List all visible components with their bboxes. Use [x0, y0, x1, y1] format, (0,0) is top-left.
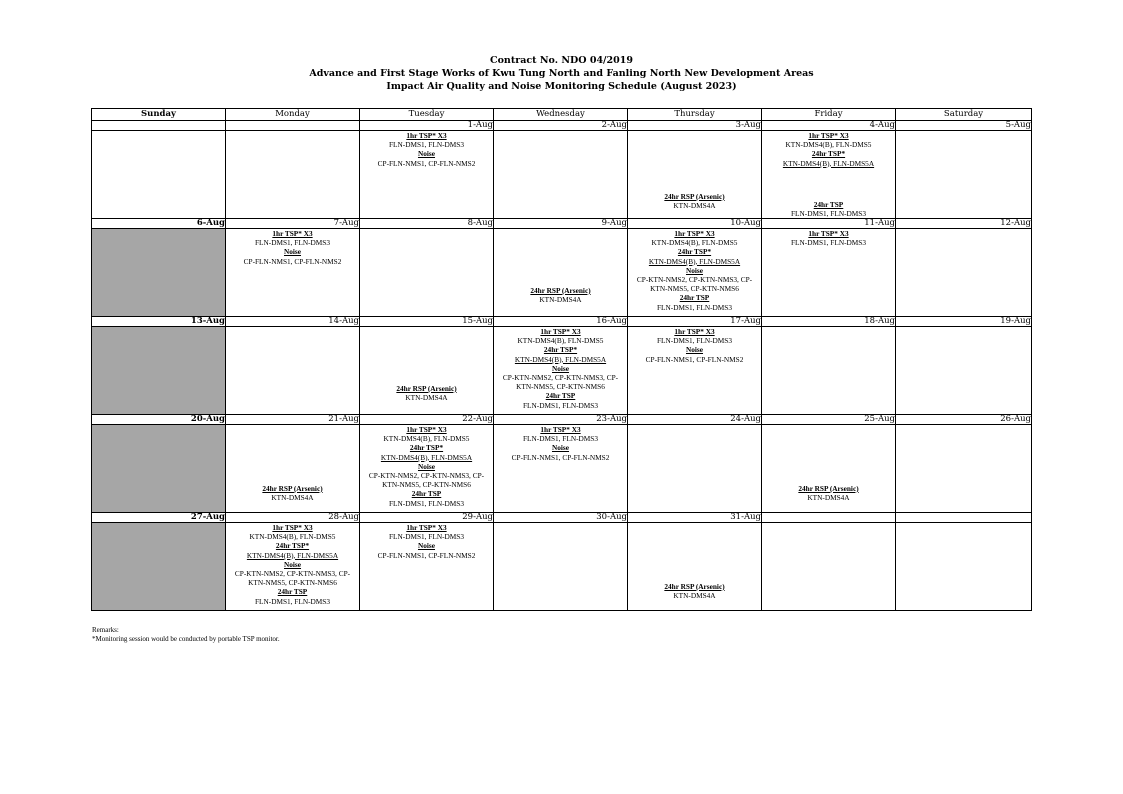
date-row: [92, 317, 1032, 327]
event-block: [360, 425, 493, 508]
noise-label: Noise: [417, 541, 436, 551]
event-block: [762, 484, 895, 502]
station-list: FLN-DMS1, FLN-DMS3: [388, 140, 464, 150]
station-list: KTN-DMS4A: [673, 200, 716, 210]
day-cell: [226, 327, 360, 415]
day-cell-shaded: [92, 327, 226, 415]
day-header-row: [92, 109, 1032, 121]
station-list: KTN-DMS4(B), FLN-DMS5: [249, 532, 336, 542]
noise-label: Noise: [417, 149, 436, 159]
day-header-saturday: Saturday: [896, 109, 1032, 121]
rsp-label: 24hr RSP (Arsenic): [530, 285, 591, 295]
date-cell: 26-Aug: [896, 415, 1032, 425]
monitoring-calendar: [91, 108, 1032, 611]
schedule-title: Impact Air Quality and Noise Monitoring Schedule (August 2023): [386, 81, 737, 92]
date-cell: 16-Aug: [494, 317, 628, 327]
date-cell: 22-Aug: [360, 415, 494, 425]
day-cell: [762, 229, 896, 317]
noise-label: Noise: [685, 265, 704, 275]
tsp-24hr-label: 24hr TSP: [679, 293, 710, 303]
day-cell: [226, 425, 360, 513]
day-cell-shaded: [92, 229, 226, 317]
noise-label: Noise: [283, 247, 302, 257]
station-list: FLN-DMS1, FLN-DMS3: [790, 238, 866, 248]
station-list: CP-KTN-NMS2, CP-KTN-NMS3, CP-: [234, 569, 351, 579]
day-header-friday: Friday: [762, 109, 896, 121]
date-cell: 6-Aug: [92, 219, 226, 229]
tsp-1hr-label: 1hr TSP* X3: [808, 131, 849, 140]
day-header-thursday: Thursday: [628, 109, 762, 121]
station-list: FLN-DMS1, FLN-DMS3: [656, 336, 732, 346]
station-list: KTN-DMS4A: [271, 492, 314, 502]
station-list: KTN-DMS4(B), FLN-DMS5A: [514, 354, 607, 364]
day-cell: [896, 425, 1032, 513]
noise-label: Noise: [551, 363, 570, 373]
station-list: KTN-DMS4A: [807, 492, 850, 502]
tsp-1hr-label: 1hr TSP* X3: [808, 229, 849, 238]
event-block: [628, 192, 761, 210]
station-list: KTN-DMS4(B), FLN-DMS5: [785, 140, 872, 150]
day-cell: [628, 425, 762, 513]
station-list: FLN-DMS1, FLN-DMS3: [388, 532, 464, 542]
noise-label: Noise: [685, 345, 704, 355]
tsp-24hr-label: 24hr TSP: [411, 489, 442, 499]
project-title: Advance and First Stage Works of Kwu Tung North and Fanling North New Development Areas: [309, 68, 814, 79]
station-list: KTN-DMS4A: [405, 392, 448, 402]
date-cell: 9-Aug: [494, 219, 628, 229]
noise-label: Noise: [551, 443, 570, 453]
day-cell: [92, 131, 226, 219]
day-cell: [360, 425, 494, 513]
station-list: KTN-NMS5, CP-KTN-NMS6: [382, 480, 471, 490]
station-list: FLN-DMS1, FLN-DMS3: [522, 434, 598, 444]
date-cell: [896, 513, 1032, 523]
day-header-monday: Monday: [226, 109, 360, 121]
day-cell: [360, 131, 494, 219]
rsp-label: 24hr RSP (Arsenic): [664, 191, 725, 201]
tsp-1hr-label: 1hr TSP* X3: [272, 523, 313, 532]
event-block: [762, 200, 895, 218]
date-cell: 29-Aug: [360, 513, 494, 523]
day-cell: [360, 523, 494, 611]
day-cell-shaded: [92, 523, 226, 611]
date-cell: [92, 121, 226, 131]
tsp-1hr-label: 1hr TSP* X3: [674, 327, 715, 336]
remarks: [92, 626, 280, 644]
date-cell: 14-Aug: [226, 317, 360, 327]
station-list: FLN-DMS1, FLN-DMS3: [656, 302, 732, 312]
station-list: CP-KTN-NMS2, CP-KTN-NMS3, CP-: [368, 471, 485, 481]
day-cell: [226, 131, 360, 219]
day-header-sunday: Sunday: [92, 109, 226, 121]
day-cell: [360, 327, 494, 415]
day-cell: [628, 131, 762, 219]
date-cell: 15-Aug: [360, 317, 494, 327]
event-row: [92, 425, 1032, 513]
tsp-24hr-label: 24hr TSP: [545, 391, 576, 401]
date-cell: 3-Aug: [628, 121, 762, 131]
event-row: [92, 131, 1032, 219]
date-cell: 25-Aug: [762, 415, 896, 425]
noise-label: Noise: [283, 559, 302, 569]
tsp-1hr-label: 1hr TSP* X3: [674, 229, 715, 238]
tsp-1hr-label: 1hr TSP* X3: [406, 131, 447, 140]
date-cell: 23-Aug: [494, 415, 628, 425]
tsp-1hr-label: 1hr TSP* X3: [406, 523, 447, 532]
event-block: [226, 484, 359, 502]
station-list: CP-FLN-NMS1, CP-FLN-NMS2: [377, 158, 476, 168]
schedule-header: [0, 54, 1123, 93]
day-cell: [896, 523, 1032, 611]
date-cell: [762, 513, 896, 523]
event-block: [226, 523, 359, 606]
station-list: CP-FLN-NMS1, CP-FLN-NMS2: [243, 256, 342, 266]
day-cell: [762, 131, 896, 219]
event-block: [762, 229, 895, 247]
date-cell: 2-Aug: [494, 121, 628, 131]
station-list: KTN-DMS4(B), FLN-DMS5: [651, 238, 738, 248]
day-cell: [494, 131, 628, 219]
station-list: FLN-DMS1, FLN-DMS3: [254, 238, 330, 248]
tsp-24hr-label: 24hr TSP*: [543, 345, 578, 355]
tsp-1hr-label: 1hr TSP* X3: [540, 425, 581, 434]
tsp-24hr-label: 24hr TSP*: [409, 443, 444, 453]
station-list: CP-KTN-NMS2, CP-KTN-NMS3, CP-: [502, 373, 619, 383]
event-block: [360, 384, 493, 402]
day-header-wednesday: Wednesday: [494, 109, 628, 121]
date-cell: 27-Aug: [92, 513, 226, 523]
day-cell: [494, 327, 628, 415]
station-list: KTN-DMS4(B), FLN-DMS5A: [782, 158, 875, 168]
event-block: [628, 229, 761, 312]
station-list: FLN-DMS1, FLN-DMS3: [790, 208, 866, 218]
tsp-1hr-label: 1hr TSP* X3: [272, 229, 313, 238]
day-cell: [628, 229, 762, 317]
date-row: [92, 219, 1032, 229]
day-cell: [360, 229, 494, 317]
station-list: KTN-NMS5, CP-KTN-NMS6: [650, 284, 739, 294]
station-list: KTN-DMS4(B), FLN-DMS5A: [380, 452, 473, 462]
date-cell: 12-Aug: [896, 219, 1032, 229]
event-row: [92, 523, 1032, 611]
day-cell: [226, 523, 360, 611]
event-block: [628, 327, 761, 364]
tsp-1hr-label: 1hr TSP* X3: [406, 425, 447, 434]
day-cell: [762, 327, 896, 415]
event-block: [762, 131, 895, 168]
date-row: [92, 513, 1032, 523]
tsp-1hr-label: 1hr TSP* X3: [540, 327, 581, 336]
date-cell: 17-Aug: [628, 317, 762, 327]
event-block: [628, 582, 761, 600]
date-cell: 5-Aug: [896, 121, 1032, 131]
event-block: [494, 425, 627, 462]
date-cell: 30-Aug: [494, 513, 628, 523]
date-cell: 4-Aug: [762, 121, 896, 131]
day-cell: [494, 523, 628, 611]
station-list: FLN-DMS1, FLN-DMS3: [522, 400, 598, 410]
station-list: KTN-DMS4(B), FLN-DMS5A: [648, 256, 741, 266]
day-cell: [762, 425, 896, 513]
station-list: KTN-DMS4(B), FLN-DMS5: [517, 336, 604, 346]
contract-number: Contract No. NDO 04/2019: [490, 55, 633, 66]
tsp-24hr-label: 24hr TSP: [813, 199, 844, 209]
date-cell: 1-Aug: [360, 121, 494, 131]
station-list: KTN-NMS5, CP-KTN-NMS6: [248, 578, 337, 588]
station-list: CP-FLN-NMS1, CP-FLN-NMS2: [377, 550, 476, 560]
date-row: [92, 415, 1032, 425]
station-list: KTN-DMS4(B), FLN-DMS5A: [246, 550, 339, 560]
day-cell: [896, 327, 1032, 415]
day-cell-shaded: [92, 425, 226, 513]
day-cell: [896, 229, 1032, 317]
remarks-note: *Monitoring session would be conducted by portable TSP monitor.: [92, 635, 280, 643]
day-cell: [494, 425, 628, 513]
station-list: FLN-DMS1, FLN-DMS3: [254, 596, 330, 606]
event-block: [226, 229, 359, 266]
tsp-24hr-label: 24hr TSP*: [677, 247, 712, 257]
day-cell: [226, 229, 360, 317]
date-cell: 31-Aug: [628, 513, 762, 523]
day-cell: [628, 523, 762, 611]
event-row: [92, 229, 1032, 317]
noise-label: Noise: [417, 461, 436, 471]
station-list: CP-FLN-NMS1, CP-FLN-NMS2: [645, 354, 744, 364]
event-row: [92, 327, 1032, 415]
date-cell: 21-Aug: [226, 415, 360, 425]
date-cell: 19-Aug: [896, 317, 1032, 327]
date-cell: 11-Aug: [762, 219, 896, 229]
date-cell: 24-Aug: [628, 415, 762, 425]
remarks-title: Remarks:: [92, 626, 119, 634]
station-list: KTN-DMS4(B), FLN-DMS5: [383, 434, 470, 444]
date-cell: 20-Aug: [92, 415, 226, 425]
station-list: KTN-DMS4A: [673, 590, 716, 600]
date-row: [92, 121, 1032, 131]
date-cell: 13-Aug: [92, 317, 226, 327]
tsp-24hr-label: 24hr TSP: [277, 587, 308, 597]
date-cell: [226, 121, 360, 131]
event-block: [494, 327, 627, 410]
station-list: KTN-NMS5, CP-KTN-NMS6: [516, 382, 605, 392]
day-cell: [494, 229, 628, 317]
day-cell: [628, 327, 762, 415]
tsp-24hr-label: 24hr TSP*: [811, 149, 846, 159]
date-cell: 18-Aug: [762, 317, 896, 327]
station-list: KTN-DMS4A: [539, 294, 582, 304]
rsp-label: 24hr RSP (Arsenic): [664, 581, 725, 591]
day-header-tuesday: Tuesday: [360, 109, 494, 121]
station-list: CP-KTN-NMS2, CP-KTN-NMS3, CP-: [636, 275, 753, 285]
date-cell: 7-Aug: [226, 219, 360, 229]
station-list: FLN-DMS1, FLN-DMS3: [388, 498, 464, 508]
station-list: CP-FLN-NMS1, CP-FLN-NMS2: [511, 452, 610, 462]
date-cell: 8-Aug: [360, 219, 494, 229]
event-block: [360, 523, 493, 560]
rsp-label: 24hr RSP (Arsenic): [798, 483, 859, 493]
day-cell: [896, 131, 1032, 219]
rsp-label: 24hr RSP (Arsenic): [396, 383, 457, 393]
day-cell: [762, 523, 896, 611]
event-block: [360, 131, 493, 168]
rsp-label: 24hr RSP (Arsenic): [262, 483, 323, 493]
event-block: [494, 286, 627, 304]
date-cell: 28-Aug: [226, 513, 360, 523]
date-cell: 10-Aug: [628, 219, 762, 229]
tsp-24hr-label: 24hr TSP*: [275, 541, 310, 551]
